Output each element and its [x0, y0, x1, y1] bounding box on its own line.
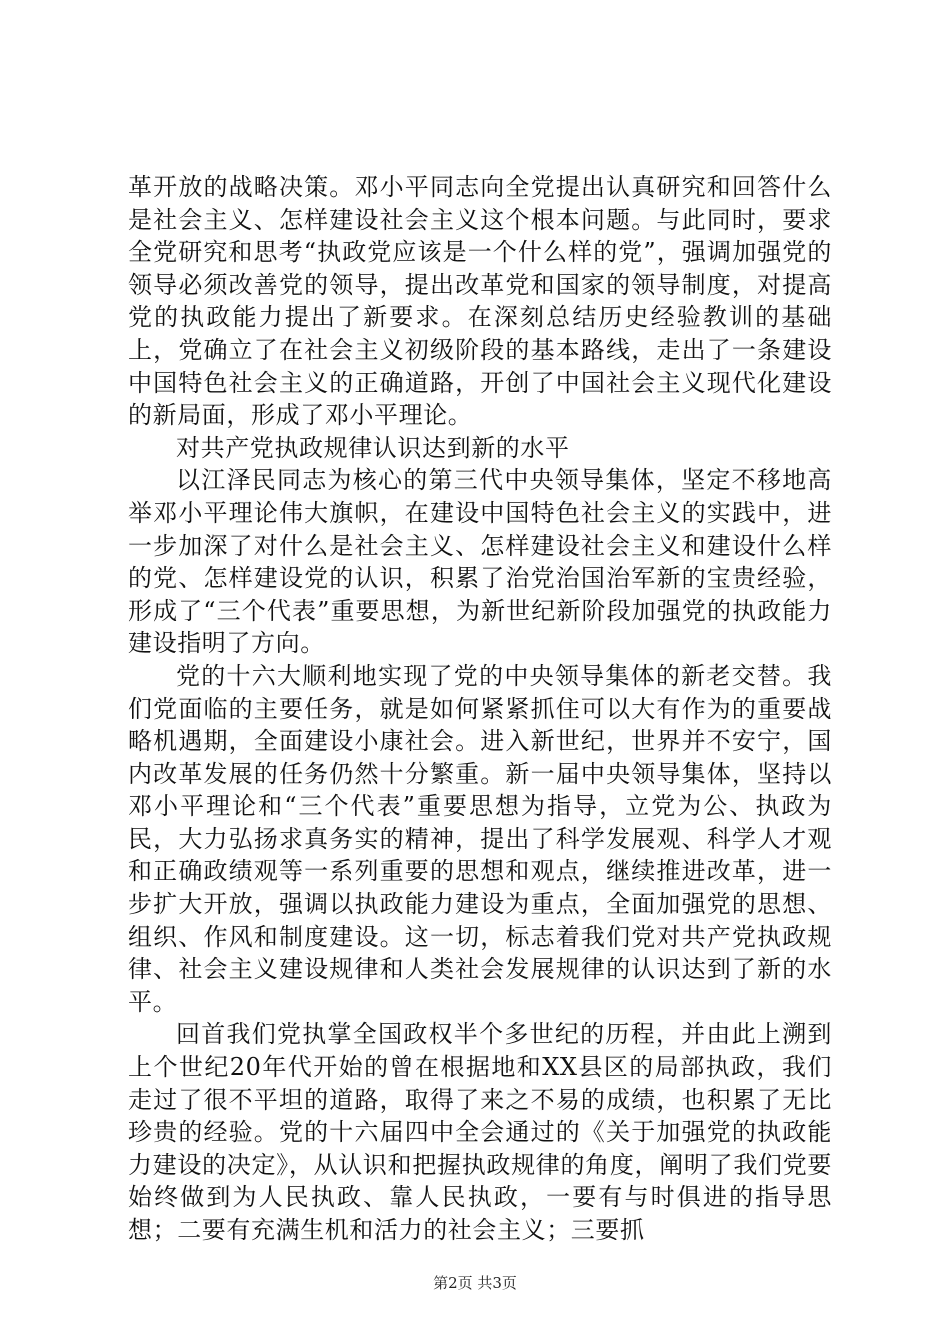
- paragraph: 以江泽民同志为核心的第三代中央领导集体，坚定不移地高举邓小平理论伟大旗帜，在建设中国特色社会主义的实践中，进一步加深了对什么是社会主义、怎样建设社会主义和建设什么样的党、怎样建设党的认识，积累了治党治国治军新的宝贵经验，形成了“三个代表”重要思想，为新世纪新阶段加强党的执政能力建设指明了方向。: [128, 466, 832, 658]
- section-heading: 对共产党执政规律认识达到新的水平: [176, 433, 570, 462]
- document-body: [128, 171, 832, 1247]
- paragraph: 回首我们党执掌全国政权半个多世纪的历程，并由此上溯到上个世纪20年代开始的曾在根据地和XX县区的局部执政，我们走过了很不平坦的道路，取得了来之不易的成绩，也积累了无比珍贵的经验。党的十六届四中全会通过的《关于加强党的执政能力建设的决定》，从认识和把握执政规律的角度，阐明了我们党要始终做到为人民执政、靠人民执政，一要有与时俱进的指导思想；二要有充满生机和活力的社会主义；三要抓: [128, 1020, 832, 1244]
- page-number-footer: 第2页 共3页: [433, 1274, 517, 1292]
- paragraph-continuation: 革开放的战略决策。邓小平同志向全党提出认真研究和回答什么是社会主义、怎样建设社会主义这个根本问题。与此同时，要求全党研究和思考“执政党应该是一个什么样的党”，强调加强党的领导必须改善党的领导，提出改革党和国家的领导制度，对提高党的执政能力提出了新要求。在深刻总结历史经验教训的基础上，党确立了在社会主义初级阶段的基本路线，走出了一条建设中国特色社会主义的正确道路，开创了中国社会主义现代化建设的新局面，形成了邓小平理论。: [128, 173, 832, 430]
- paragraph: 党的十六大顺利地实现了党的中央领导集体的新老交替。我们党面临的主要任务，就是如何紧紧抓住可以大有作为的重要战略机遇期，全面建设小康社会。进入新世纪，世界并不安宁，国内改革发展的任务仍然十分繁重。新一届中央领导集体，坚持以邓小平理论和“三个代表”重要思想为指导，立党为公、执政为民，大力弘扬求真务实的精神，提出了科学发展观、科学人才观和正确政绩观等一系列重要的思想和观点，继续推进改革，进一步扩大开放，强调以执政能力建设为重点，全面加强党的思想、组织、作风和制度建设。这一切，标志着我们党对共产党执政规律、社会主义建设规律和人类社会发展规律的认识达到了新的水平。: [128, 661, 832, 1016]
